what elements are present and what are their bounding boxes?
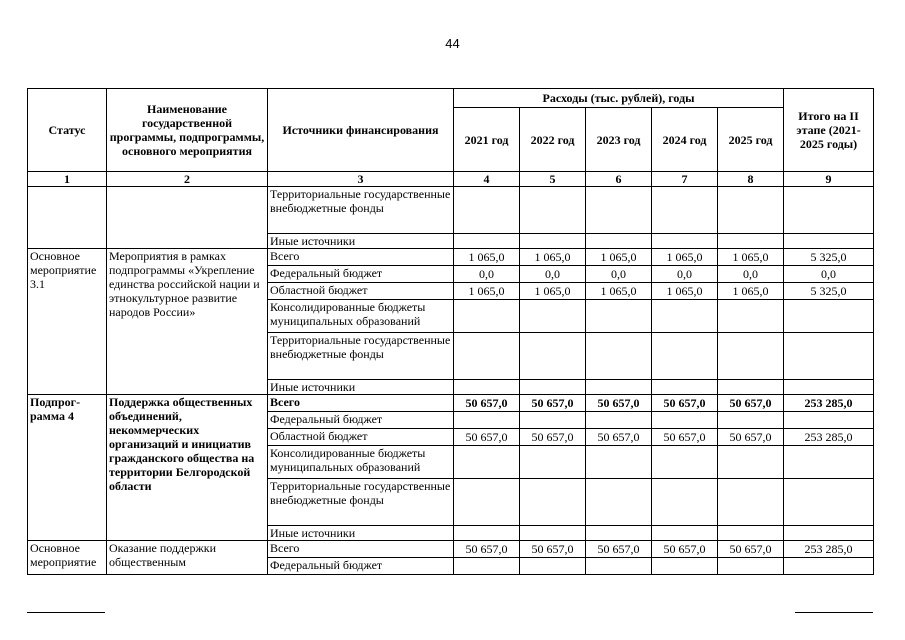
year-value-cell [586,558,652,575]
source-cell: Федеральный бюджет [268,558,454,575]
header-name: Наименование государственной программы, подпрограммы, основного мероприятия [107,89,268,172]
total-value-cell [784,333,874,380]
col-number: 9 [784,172,874,187]
total-value-cell [784,446,874,479]
year-value-cell [454,526,520,541]
year-value-cell [586,446,652,479]
year-value-cell: 0,0 [586,266,652,283]
year-value-cell: 50 657,0 [718,541,784,558]
year-value-cell: 0,0 [520,266,586,283]
year-value-cell [652,479,718,526]
status-cell: Подпрог-рамма 4 [28,395,107,541]
source-cell: Консолидированные бюджеты муниципальных образований [268,446,454,479]
source-cell: Территориальные государственные внебюджетные фонды [268,333,454,380]
year-value-cell [454,558,520,575]
year-value-cell: 50 657,0 [586,429,652,446]
year-value-cell [586,380,652,395]
year-value-cell [652,234,718,249]
source-cell: Федеральный бюджет [268,266,454,283]
source-cell: Иные источники [268,234,454,249]
header-year: 2025 год [718,108,784,172]
total-value-cell [784,412,874,429]
total-value-cell: 253 285,0 [784,429,874,446]
year-value-cell [652,412,718,429]
year-value-cell: 50 657,0 [454,429,520,446]
year-value-cell [586,300,652,333]
year-value-cell: 50 657,0 [454,541,520,558]
year-value-cell [652,187,718,234]
year-value-cell: 50 657,0 [718,395,784,412]
source-cell: Всего [268,249,454,266]
year-value-cell [718,187,784,234]
col-number: 4 [454,172,520,187]
table-row [28,541,874,558]
program-name-cell: Мероприятия в рамках подпрограммы «Укрепление единства российской нации и этнокультурное развитие народов России» [107,249,268,395]
year-value-cell [454,479,520,526]
year-value-cell: 0,0 [454,266,520,283]
year-value-cell [520,187,586,234]
col-number: 3 [268,172,454,187]
source-cell: Областной бюджет [268,429,454,446]
year-value-cell [586,234,652,249]
year-value-cell [454,187,520,234]
bottom-rule-right [795,612,873,613]
year-value-cell [718,412,784,429]
year-value-cell: 50 657,0 [520,395,586,412]
total-value-cell [784,526,874,541]
total-value-cell [784,380,874,395]
year-value-cell: 1 065,0 [718,249,784,266]
source-cell: Иные источники [268,526,454,541]
year-value-cell [586,526,652,541]
year-value-cell [454,234,520,249]
year-value-cell: 50 657,0 [652,541,718,558]
year-value-cell [718,526,784,541]
year-value-cell [586,412,652,429]
year-value-cell [652,380,718,395]
col-number: 1 [28,172,107,187]
year-value-cell [520,380,586,395]
year-value-cell [586,333,652,380]
header-year: 2024 год [652,108,718,172]
header-year: 2023 год [586,108,652,172]
year-value-cell [718,380,784,395]
total-value-cell: 5 325,0 [784,249,874,266]
year-value-cell: 1 065,0 [586,283,652,300]
year-value-cell [652,526,718,541]
year-value-cell: 1 065,0 [652,283,718,300]
year-value-cell: 1 065,0 [718,283,784,300]
source-cell: Территориальные государственные внебюджетные фонды [268,479,454,526]
col-number: 6 [586,172,652,187]
year-value-cell [454,333,520,380]
program-name-cell: Поддержка общественных объединений, некоммерческих организаций и инициатив гражданского общества на территории Белгородской области [107,395,268,541]
source-cell: Всего [268,541,454,558]
header-total: Итого на II этапе (2021-2025 годы) [784,89,874,172]
year-value-cell [454,446,520,479]
year-value-cell [718,479,784,526]
header-year: 2021 год [454,108,520,172]
year-value-cell [454,380,520,395]
total-value-cell [784,187,874,234]
budget-table [27,88,874,575]
total-value-cell [784,234,874,249]
year-value-cell: 50 657,0 [718,429,784,446]
source-cell: Областной бюджет [268,283,454,300]
table-row [28,249,874,266]
source-cell: Всего [268,395,454,412]
source-cell: Федеральный бюджет [268,412,454,429]
year-value-cell [652,446,718,479]
year-value-cell [520,558,586,575]
year-value-cell [454,412,520,429]
source-cell: Территориальные государственные внебюджетные фонды [268,187,454,234]
table-row [28,395,874,412]
year-value-cell [652,558,718,575]
year-value-cell [718,300,784,333]
status-cell: Основное мероприятие [28,541,107,575]
status-cell [28,187,107,249]
year-value-cell [586,479,652,526]
year-value-cell [718,558,784,575]
col-number: 5 [520,172,586,187]
year-value-cell [520,479,586,526]
total-value-cell: 0,0 [784,266,874,283]
total-value-cell [784,300,874,333]
year-value-cell: 1 065,0 [454,283,520,300]
year-value-cell: 1 065,0 [652,249,718,266]
program-name-cell: Оказание поддержки общественным [107,541,268,575]
status-cell: Основное мероприятие 3.1 [28,249,107,395]
table-body [28,187,874,575]
year-value-cell: 50 657,0 [652,395,718,412]
year-value-cell: 50 657,0 [520,429,586,446]
program-name-cell [107,187,268,249]
source-cell: Иные источники [268,380,454,395]
year-value-cell [586,187,652,234]
header-status: Статус [28,89,107,172]
col-number: 8 [718,172,784,187]
source-cell: Консолидированные бюджеты муниципальных образований [268,300,454,333]
header-expenses: Расходы (тыс. рублей), годы [454,89,784,108]
year-value-cell [718,333,784,380]
total-value-cell: 5 325,0 [784,283,874,300]
year-value-cell: 0,0 [652,266,718,283]
year-value-cell [454,300,520,333]
year-value-cell: 1 065,0 [520,283,586,300]
total-value-cell [784,479,874,526]
year-value-cell: 50 657,0 [520,541,586,558]
header-year: 2022 год [520,108,586,172]
year-value-cell [520,234,586,249]
year-value-cell: 50 657,0 [454,395,520,412]
year-value-cell: 1 065,0 [454,249,520,266]
year-value-cell [718,446,784,479]
year-value-cell [652,300,718,333]
year-value-cell: 1 065,0 [586,249,652,266]
bottom-rule-left [27,612,105,613]
year-value-cell [520,446,586,479]
year-value-cell: 50 657,0 [586,541,652,558]
year-value-cell [520,412,586,429]
table-row [28,187,874,234]
total-value-cell [784,558,874,575]
year-value-cell: 50 657,0 [586,395,652,412]
total-value-cell: 253 285,0 [784,395,874,412]
year-value-cell [652,333,718,380]
year-value-cell [718,234,784,249]
year-value-cell [520,333,586,380]
year-value-cell: 1 065,0 [520,249,586,266]
year-value-cell [520,526,586,541]
header-sources: Источники финансирования [268,89,454,172]
page-number: 44 [445,36,460,51]
year-value-cell [520,300,586,333]
year-value-cell: 0,0 [718,266,784,283]
year-value-cell: 50 657,0 [652,429,718,446]
col-number: 7 [652,172,718,187]
total-value-cell: 253 285,0 [784,541,874,558]
col-number: 2 [107,172,268,187]
